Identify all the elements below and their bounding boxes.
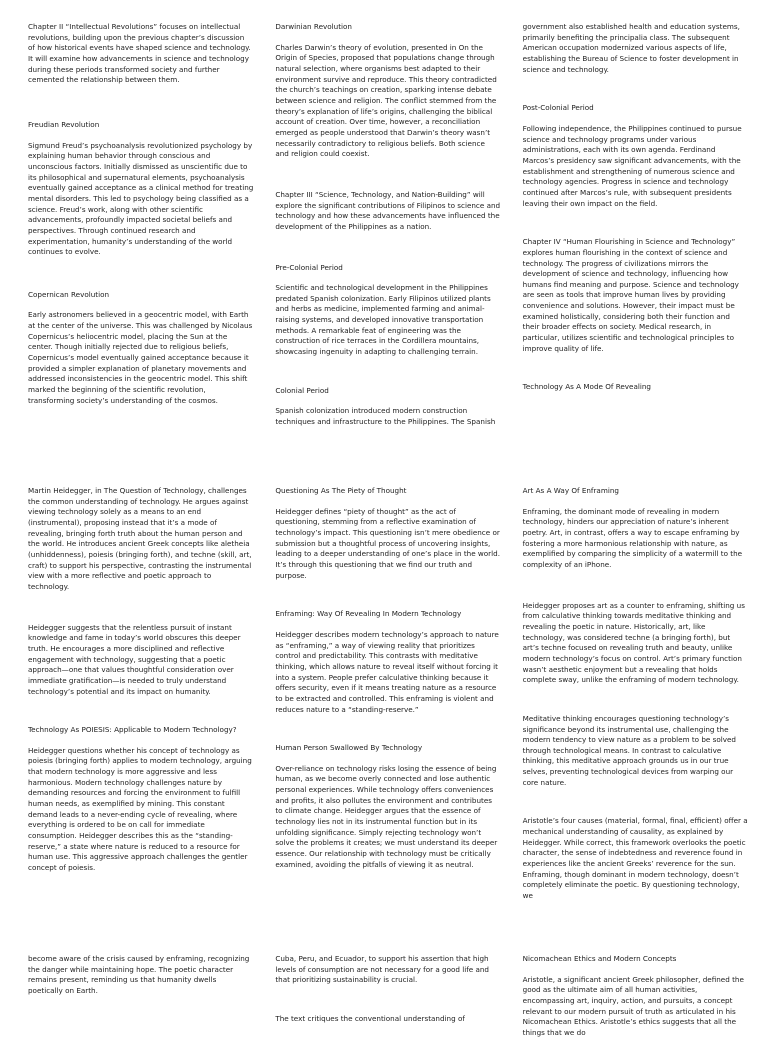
aristotle-four-causes-paragraph: Aristotle’s four causes (material, formal, final, efficient) offer a mechanical understanding of causality, as explained by Heidegger. While correct, this framework overlooks the poetic character, the sense of indebtedness and reverence found in experiences like the ancient Greeks’ reverence for the sun. Enframing, though dominant in modern technology, doesn’t completely eliminate the poetic. By questioning technology, we xyxy=(522,816,748,901)
critique-paragraph: The text critiques the conventional understanding of xyxy=(275,1013,465,1023)
nicomachean-paragraph: Aristotle, a significant ancient Greek philosopher, defined the good as the ultimate aim of all human activities, encompassing art, inquiry, action, and pursuits, a concept relevant to our modern pursuit of truth as articulated in his Nicomachean Ethics. Aristotle’s ethics suggests that all the things that we do xyxy=(522,974,744,1037)
page-3 xyxy=(0,932,768,1037)
heading-post-colonial-period: Post-Colonial Period xyxy=(522,103,594,113)
heading-human-person-swallowed: Human Person Swallowed By Technology xyxy=(275,743,423,753)
page-2 xyxy=(0,460,768,932)
heading-nicomachean-ethics: Nicomachean Ethics and Modern Concepts xyxy=(522,954,677,963)
art-paragraph: Enframing, the dominant mode of revealing in modern technology, hinders our appreciation of nature’s inherent poetry. Art, in contrast, offers a way to escape enframing by fostering a more harmonious relationship with nature, as exemplified by comparing the simplicity of a watermill to the complexity of an iPhone. xyxy=(522,506,743,569)
poiesis-paragraph: Heidegger questions whether his concept of technology as poiesis (bringing forth) applies to modern technology, arguing that modern technology is more aggressive and less harmonious. Modern technology challenges nature by demanding resources and forcing the environment to fulfill human needs, as exemplified by mining. This constant demand leads to a never-ending cycle of revealing, where everything is ordered to be on call for immediate consumption. Heidegger describes this as the “standing-reserve,” a state where nature is reduced to a resource for human use. This aggressive approach challenges the gentler concept of poiesis. xyxy=(28,745,252,873)
page-3-column-2 xyxy=(275,954,500,1024)
darwinian-paragraph: Charles Darwin’s theory of evolution, presented in On the Origin of Species, proposed that populations change through natural selection, where organisms best adapted to their environment survive and reproduce. This theory contradicted the church’s teachings on creation, sparking intense debate between science and religion. The conflict stemmed from the theory’s explanation of life’s origins, challenging the biblical account of creation. Over time, however, a reconciliation emerged as people understood that Darwin’s theory wasn’t necessarily contradictory to religious beliefs. Both science and religion could coexist. xyxy=(275,42,497,159)
colonial-paragraph: Spanish colonization introduced modern construction techniques and infrastructure to the Philippines. The Spanish xyxy=(275,406,496,427)
page-2-column-3 xyxy=(523,486,748,932)
heading-questioning-piety: Questioning As The Piety of Thought xyxy=(275,486,407,495)
pre-colonial-paragraph: Scientific and technological development in the Philippines predated Spanish colonization. Early Filipinos utilized plants and herbs as medicine, implemented farming and animal-raising systems, and developed innovative transportation methods. A remarkable feat of engineering was the construction of rice terraces in the Cordillera mountains, showcasing ingenuity in adapting to challenging terrain. xyxy=(275,283,491,357)
chapter-2-intro: Chapter II “Intellectual Revolutions” focuses on intellectual revolutions, building upon the previous chapter’s discussion of how historical events have shaped science and technology. It will examine how advancements in science and technology during these periods transformed society and further cemented the relationship between them. xyxy=(28,22,251,85)
page-1 xyxy=(0,0,768,460)
page-2-column-1 xyxy=(28,486,253,932)
heading-colonial-period: Colonial Period xyxy=(275,385,329,395)
page-1-column-3 xyxy=(523,22,748,460)
heading-freudian-revolution: Freudian Revolution xyxy=(28,119,100,129)
heidegger-paragraph: Martin Heidegger, in The Question of Technology, challenges the common understanding of technology. He argues against viewing technology solely as a means to an end (instrumental), proposing instead that it’s a mode of revealing, bringing forth truth about the human person and the world. He introduces ancient Greek concepts like aletheia (unhiddenness), poiesis (bringing forth), and techne (skill, art, craft) to support his perspective, contrasting the instrumental view with a more reflective and poetic approach to technology. xyxy=(28,486,252,591)
freudian-paragraph: Sigmund Freud’s psychoanalysis revolutionized psychology by explaining human behavior through conscious and unconscious factors. Initially dismissed as unscientific due to its philosophical and supernatural elements, psychoanalysis eventually gained acceptance as a clinical method for treating mental disorders. This led to psychology being classified as a science. Freud’s work, along with other scientific advancements, profoundly impacted societal beliefs and perspectives. Through continued research and experimentation, humanity’s understanding of the world continues to evolve. xyxy=(28,140,254,257)
enframing-paragraph: Heidegger describes modern technology’s approach to nature as “enframing,” a way of viewing reality that prioritizes control and predictability. This contrasts with meditative thinking, which allows nature to reveal itself without forcing it into a system. People prefer calculative thinking because it offers security, even if it means treating nature as a resource to be extracted and controlled. This enframing is violent and reduces nature to a “standing-reserve.” xyxy=(275,629,499,714)
heading-technology-mode-of-revealing: Technology As A Mode Of Revealing xyxy=(522,382,651,392)
page-1-column-1 xyxy=(28,22,253,460)
heading-pre-colonial-period: Pre-Colonial Period xyxy=(275,262,343,272)
heading-technology-as-poiesis: Technology As POIESIS: Applicable to Modern Technology? xyxy=(28,725,237,735)
page-3-column-1 xyxy=(28,954,253,1024)
heading-enframing: Enframing: Way Of Revealing In Modern Technology xyxy=(275,609,462,619)
heidegger-suggests-paragraph: Heidegger suggests that the relentless pursuit of instant knowledge and fame in today’s world obscures this deeper truth. He encourages a more disciplined and reflective engagement with technology, suggesting that a poetic approach—one that values thoughtful consideration over immediate gratification—is needed to truly understand technology’s potential and its impact on humanity. xyxy=(28,622,241,696)
heading-copernican-revolution: Copernican Revolution xyxy=(28,289,110,299)
piety-paragraph: Heidegger defines “piety of thought” as the act of questioning, stemming from a reflective examination of technology’s impact. This questioning isn’t mere obedience or submission but a thoughtful process of uncovering insights, leading to a deeper understanding of one’s place in the world. It’s through this questioning that we find our truth and purpose. xyxy=(275,506,500,580)
post-colonial-paragraph: Following independence, the Philippines continued to pursue science and technology programs under various administrations, each with its own agenda. Ferdinand Marcos’s presidency saw significant advancements, with the establishment and strengthening of numerous science and technology agencies. Progress in science and technology continued after Marcos’s rule, with subsequent presidents leaving their own impact on the field. xyxy=(522,123,742,208)
chapter-4-intro: Chapter IV “Human Flourishing in Science and Technology” explores human flourishing in the context of science and technology. The progress of civilizations mirrors the development of science and technology, influencing how humans find meaning and purpose. Science and technology are seen as tools that improve human lives by providing convenience and solutions. However, their impact must be examined holistically, considering both their function and their broader effects on society. Medical research, in particular, utilizes scientific and technological principles to improve quality of life. xyxy=(522,237,739,353)
sustainability-paragraph: Cuba, Peru, and Ecuador, to support his assertion that high levels of consumption are not necessary for a good life and that prioritizing sustainability is crucial. xyxy=(275,954,489,985)
art-proposes-paragraph: Heidegger proposes art as a counter to enframing, shifting us from calculative thinking towards meditative thinking and revealing the poetic in nature. Historically, art, like technology, was considered techne (a bringing forth), but art’s techne focused on revealing truth and beauty, unlike modern technology’s focus on control. Art’s primary function wasn’t aesthetic enjoyment but a revealing that holds complete sway, unlike the enframing of modern technology. xyxy=(522,600,745,685)
copernican-paragraph: Early astronomers believed in a geocentric model, with Earth at the center of the universe. This was challenged by Nicolaus Copernicus’s heliocentric model, placing the Sun at the center. Though initially rejected due to religious beliefs, Copernicus’s model eventually gained acceptance because it provided a simpler explanation of planetary movements and addressed inconsistencies in the geocentric model. This shift marked the beginning of the scientific revolution, transforming society’s understanding of the cosmos. xyxy=(28,310,253,405)
heading-art-way-of-enframing: Art As A Way Of Enframing xyxy=(522,486,619,495)
swallowed-paragraph: Over-reliance on technology risks losing the essence of being human, as we become overly connected and lose authentic personal experiences. While technology offers conveniences and profits, it also pollutes the environment and contributes to climate change. Heidegger argues that the essence of technology lies not in its instrumental function but in its unfolding significance. Simply rejecting technology won’t solve the problems it creates; we must understand its deeper essence. Our relationship with technology must be critically examined, avoiding the pitfalls of viewing it as neutral. xyxy=(275,763,498,869)
meditative-thinking-paragraph: Meditative thinking encourages questioning technology’s significance beyond its instrumental use, challenging the modern tendency to view nature as a problem to be solved through technological means. In contrast to calculative thinking, this meditative approach grounds us in our true selves, preventing technological devices from warping our core nature. xyxy=(522,713,736,787)
government-paragraph: government also established health and education systems, primarily benefiting the principalia class. The subsequent American occupation modernized various aspects of life, establishing the Bureau of Science to foster development in science and technology. xyxy=(522,22,740,74)
heading-darwinian-revolution: Darwinian Revolution xyxy=(275,22,352,31)
page-3-column-3 xyxy=(522,954,748,1037)
crisis-awareness-paragraph: become aware of the crisis caused by enframing, recognizing the danger while maintaining hope. The poetic character remains present, reminding us that humanity dwells poetically on Earth. xyxy=(28,954,250,995)
chapter-3-intro: Chapter III “Science, Technology, and Nation-Building” will explore the significant contributions of Filipinos to science and technology and how these advancements have influenced the development of the Philippines as a nation. xyxy=(275,189,501,231)
page-1-column-2 xyxy=(275,22,500,460)
page-2-column-2 xyxy=(275,486,500,932)
